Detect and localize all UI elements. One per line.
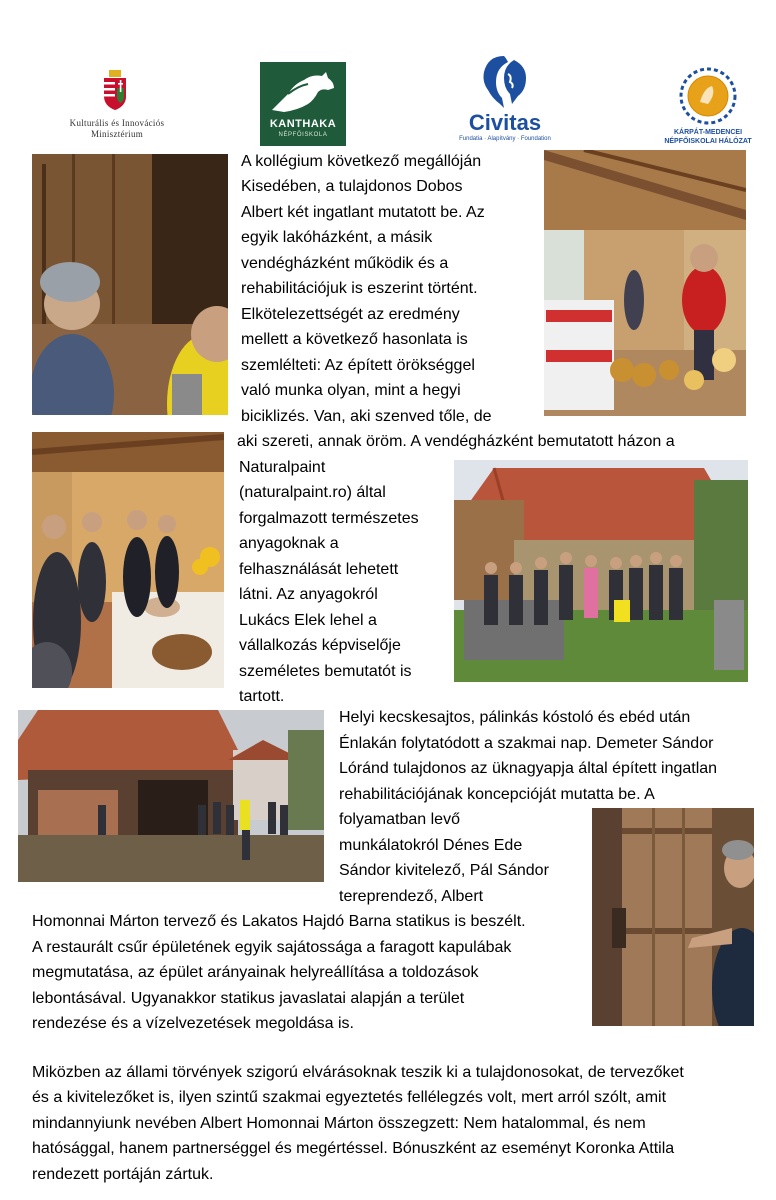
p2-line: tereprendező, Albert	[339, 888, 484, 905]
p2-line: A restaurált csűr épületének egyik sajátossága a faragott kapulábak	[32, 939, 512, 956]
photo-wooden-door-men	[32, 154, 228, 415]
p1-line: egyik lakóházként, a másik	[241, 229, 433, 246]
p2-line: Énlakán folytatódott a szakmai nap. Demeter Sándor	[339, 735, 714, 752]
p1-line: Elkötelezettségét az eredmény	[241, 306, 460, 323]
logo-civitas	[452, 54, 558, 144]
p1-line: vállalkozás képviselője	[239, 637, 401, 654]
p1-line: való munka olyan, mint a hegyi	[241, 382, 461, 399]
p1-line: A kollégium következő megállóján	[241, 153, 482, 170]
p3-line: hatósággal, hanem partnerséggel és megértéssel. Bónuszként az eseményt Koronka Attila	[32, 1140, 675, 1157]
p3-line: és a kivitelezőket is, ilyen szintű szakmai egyeztetés fellélegzés volt, mert arról szólt, amit	[32, 1089, 667, 1106]
photo-barn-group	[18, 710, 324, 882]
p3-line: Miközben az állami törvények szigorú elvárásoknak teszik ki a tulajdonosokat, de tervezőket	[32, 1064, 684, 1081]
p2-line: Helyi kecskesajtos, pálinkás kóstoló és ebéd után	[339, 709, 691, 726]
p1-line: anyagoknak a	[239, 535, 339, 552]
logo-kanthaka	[260, 62, 346, 146]
p2-line: rendezése és a vízelvezetések megoldása is.	[32, 1015, 354, 1032]
kanthaka-name: KANTHAKA	[269, 118, 337, 130]
network-line1: KÁRPÁT-MEDENCEI	[673, 129, 743, 136]
p2-line: Lóránd tulajdonos az üknagyapja által épített ingatlan	[339, 760, 718, 777]
hungarian-coat-of-arms-icon	[102, 70, 128, 110]
p1-line: látni. Az anyagokról	[239, 586, 378, 603]
p1-line: rehabilitációjuk is eszerint történt.	[241, 280, 478, 297]
ministry-line1: Kulturális és Innovációs	[69, 118, 165, 128]
p1-line: mellett a következő hasonlata is	[241, 331, 468, 348]
p1-line: felhasználását lehetett	[239, 561, 399, 578]
photo-group-house	[454, 460, 748, 682]
ministry-name	[44, 118, 190, 140]
civitas-faces-icon	[474, 54, 534, 110]
civitas-name: Civitas	[468, 110, 542, 135]
p2-line: rehabilitációjának koncepcióját mutatta be. A	[339, 786, 655, 803]
network-wreath-icon	[678, 66, 738, 126]
p1-line: vendégházként működik és a	[241, 255, 449, 272]
p1-line: aki szereti, annak öröm. A vendégházként bemutatott házon a	[237, 433, 675, 450]
logo-network	[660, 66, 756, 146]
p1-line: személetes bemutatót is	[239, 663, 412, 680]
network-line2: NÉPFŐISKOLAI HÁLÓZAT	[664, 138, 752, 145]
p1-line: Kisedében, a tulajdonos Dobos	[241, 178, 463, 195]
p1-line: biciklizés. Van, aki szenved tőle, de	[241, 408, 492, 425]
p2-line: folyamatban levő	[339, 811, 460, 828]
p1-line: forgalmazott természetes	[239, 510, 419, 527]
p2-line: Homonnai Márton tervező és Lakatos Hajdó Barna statikus is beszélt.	[32, 913, 526, 930]
p2-line: megmutatása, az épület arányainak helyreállítása a toldozások	[32, 964, 479, 981]
kanthaka-sub: NÉPFŐISKOLA	[278, 132, 328, 138]
photo-wooden-gate	[592, 808, 754, 1026]
p1-line: (naturalpaint.ro) által	[239, 484, 386, 501]
p2-line: munkálatokról Dénes Ede	[339, 837, 523, 854]
logo-ministry	[44, 70, 190, 142]
p3-line: mindannyiunk nevében Albert Homonnai Márton összegzett: Nem hatalommal, és nem	[32, 1115, 646, 1132]
p1-line: Naturalpaint	[239, 459, 326, 476]
civitas-sub: Fundatia · Alapítvány · Foundation	[459, 136, 551, 142]
p3-line: rendezett portáján zártuk.	[32, 1166, 214, 1183]
network-name	[660, 128, 756, 146]
p1-line: Albert két ingatlant mutatott be. Az	[241, 204, 485, 221]
p2-line: Sándor kivitelező, Pál Sándor	[339, 862, 549, 879]
horse-head-icon	[268, 70, 338, 114]
p1-line: szemlélteti: Az épített örökséggel	[241, 357, 475, 374]
p1-line: tartott.	[239, 688, 285, 705]
p2-line: lebontásával. Ugyanakkor statikus javaslatai alapján a terület	[32, 990, 465, 1007]
photo-interior-group	[32, 432, 224, 688]
photo-porch-products	[544, 150, 746, 416]
ministry-line2: Minisztérium	[90, 129, 144, 139]
p1-line: Lukács Elek lehel a	[239, 612, 377, 629]
